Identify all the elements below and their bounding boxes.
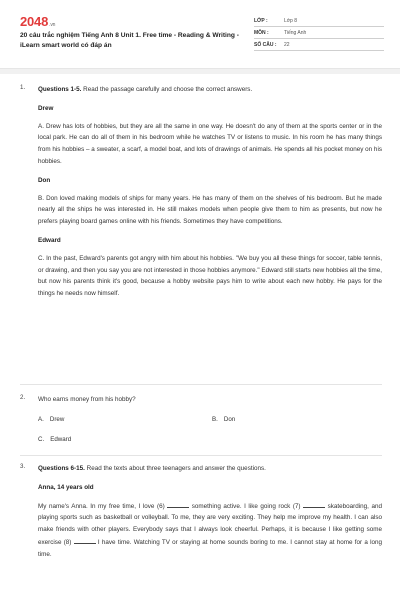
document-title: 20 câu trắc nghiệm Tiếng Anh 8 Unit 1. Free time - Reading & Writing - iLearn smart world có đáp án — [20, 32, 239, 49]
meta-row-count — [254, 39, 384, 51]
option-text: Drew — [49, 415, 65, 423]
answer-option-b[interactable] — [212, 414, 235, 426]
question-instruction: Read the texts about three teenagers and answer the questions. — [84, 465, 266, 472]
passage-paragraph-a: A. Drew has lots of hobbies, but they are all the same in one way. He doesn't do any of them at the sports center or in the local park. He can do all of them in his bedroom while he watches TV or listens to music. In his room he has many things from his hobbies – a sweater, a scarf, a model boat, and lots of drawings of animals. He spends all his pocket money on his hobbies. — [38, 122, 382, 165]
passage-paragraph-b: B. Don loved making models of ships for many years. He has many of them on the shelves of his bedroom. But he made nearly all the ships he was interested in. He still makes models when people give them to him as presents, but now he prefers playing board games online with his friends. Sometimes they have competitions. — [38, 194, 382, 226]
meta-table — [254, 15, 384, 51]
option-letter: C. — [38, 435, 45, 443]
section-name-anna: Anna, 14 years old — [38, 483, 94, 491]
question-number: 3. — [20, 463, 26, 470]
question-range: Questions 6-15. — [38, 465, 85, 472]
passage-text: skateboarding, and playing sports such as basketball or volleyball. To me, they are very exciting. They help me improve my health. I can also make friends with other players. Everybody says that I always look cheerful. Perhaps, it is because I like getting some exercise (8) — [38, 502, 382, 546]
passage-paragraph-c: C. In the past, Edward's parents got angry with him about his hobbies. "We buy you all these things for soccer, table tennis, or drawing, and then you say you are not interested in those hobbies anymore." Edward still starts new hobbies all the time, but now his parents think it's good, because a hobby website pays him to write about each new hobby. He pays for the things he needs now himself. — [38, 254, 382, 298]
blank-8[interactable] — [74, 536, 96, 544]
question-range: Questions 1-5. — [38, 86, 82, 93]
meta-key: SỐ CÂU : — [254, 41, 277, 48]
section-name-don: Don — [38, 176, 51, 184]
section-name-edward: Edward — [38, 236, 61, 244]
passage-anna — [38, 500, 382, 561]
option-text: Edward — [50, 435, 72, 443]
blank-6[interactable] — [167, 500, 189, 508]
meta-key: MÔN : — [254, 29, 269, 36]
meta-key: LỚP : — [254, 17, 268, 24]
meta-row-subject — [254, 27, 384, 39]
answer-option-a[interactable] — [38, 414, 64, 426]
question-3 — [20, 463, 382, 561]
question-prompt — [38, 84, 382, 96]
question-text: Who earns money from his hobby? — [38, 396, 136, 403]
meta-value: 22 — [284, 41, 290, 48]
blank-7[interactable] — [303, 500, 325, 508]
header-divider — [0, 68, 400, 74]
logo-suffix: .vn — [49, 22, 56, 28]
meta-row-class — [254, 15, 384, 27]
question-divider — [20, 384, 382, 385]
passage-text: something active. I like going rock (7) — [189, 502, 304, 510]
passage-text: My name's Anna. In my free time, I love (6) — [38, 502, 168, 510]
meta-value: Tiếng Anh — [284, 29, 307, 36]
option-letter: B. — [212, 415, 218, 423]
section-name-drew: Drew — [38, 104, 54, 112]
meta-value: Lớp 8 — [284, 17, 298, 24]
question-number: 2. — [20, 394, 26, 401]
question-number: 1. — [20, 84, 26, 91]
question-prompt — [38, 463, 382, 475]
question-instruction: Read the passage carefully and choose the correct answers. — [81, 86, 253, 93]
document-header — [0, 0, 400, 66]
question-2 — [20, 394, 382, 443]
answer-options — [38, 406, 382, 443]
option-text: Don — [223, 415, 236, 423]
passage-text: I have time. Watching TV or staying at home sounds boring to me. I cannot stay at home for a long time. — [38, 538, 382, 558]
answer-option-c[interactable] — [38, 434, 71, 446]
question-1 — [20, 84, 382, 300]
site-logo[interactable] — [20, 14, 55, 29]
question-divider — [20, 455, 382, 456]
logo-brand: 2048 — [20, 14, 49, 29]
option-letter: A. — [38, 415, 44, 423]
